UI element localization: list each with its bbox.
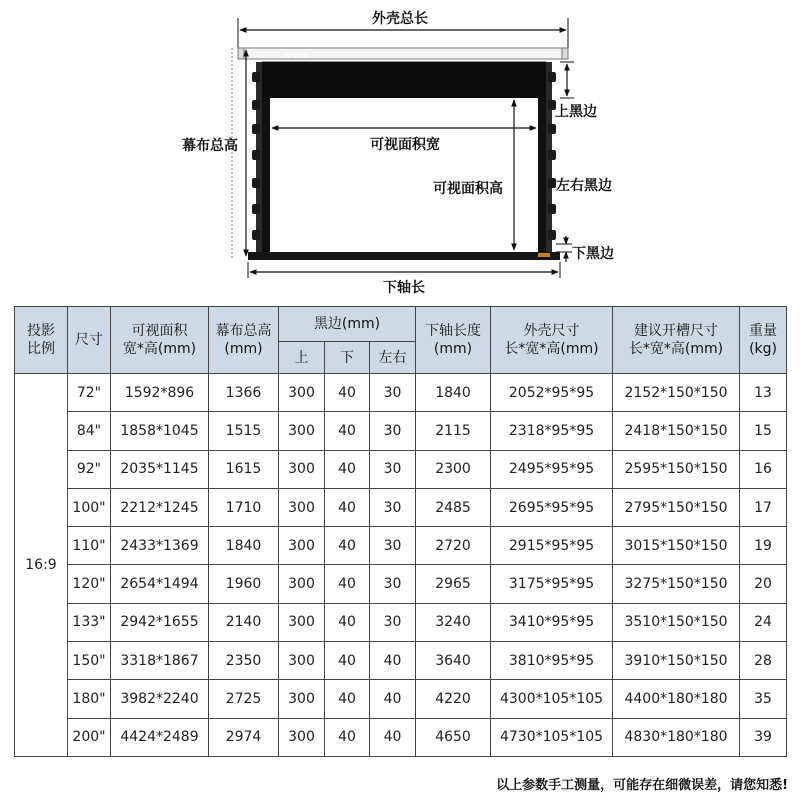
cell-top: 300 [279,603,325,641]
table-row [15,680,787,718]
cell-top: 300 [279,565,325,603]
cell-total-height: 1366 [209,374,279,412]
cell-size: 150" [68,642,111,680]
cell-bottom: 40 [325,603,370,641]
cell-size: 200" [68,718,111,756]
bottom-bar-length-label: 下轴长 [383,280,425,296]
ratio-cell: 16:9 [15,374,68,757]
cell-weight: 19 [740,527,787,565]
cell-total-height: 2140 [209,603,279,641]
header-border-side: 左右 [370,342,416,374]
cell-slot: 2795*150*150 [613,488,740,526]
cell-top: 300 [279,680,325,718]
cell-viewable: 3318*1867 [111,642,209,680]
header-ratio: 投影 比例 [15,307,68,374]
cell-top: 300 [279,527,325,565]
header-bottom-bar: 下轴长度 (mm) [416,307,491,374]
viewable-width-label: 可视面积宽 [370,137,440,153]
cell-housing: 2318*95*95 [491,412,613,450]
cell-bar: 2300 [416,450,491,488]
cell-bar: 4650 [416,718,491,756]
cell-bar: 4220 [416,680,491,718]
cell-weight: 28 [740,642,787,680]
cell-weight: 39 [740,718,787,756]
cell-housing: 4730*105*105 [491,718,613,756]
table-row [15,527,787,565]
cell-total-height: 2725 [209,680,279,718]
cell-viewable: 2654*1494 [111,565,209,603]
cell-size: 84" [68,412,111,450]
cell-bottom: 40 [325,527,370,565]
outer-total-length-label: 外壳总长 [372,11,428,27]
cell-weight: 16 [740,450,787,488]
cell-bar: 2965 [416,565,491,603]
cell-bottom: 40 [325,450,370,488]
cell-top: 300 [279,488,325,526]
cell-bottom: 40 [325,680,370,718]
cell-side: 30 [370,488,416,526]
cell-housing: 3810*95*95 [491,642,613,680]
cell-size: 110" [68,527,111,565]
cell-side: 30 [370,450,416,488]
cell-slot: 2418*150*150 [613,412,740,450]
cell-top: 300 [279,412,325,450]
cell-total-height: 1615 [209,450,279,488]
cell-total-height: 2350 [209,642,279,680]
table-row [15,565,787,603]
cell-side: 40 [370,680,416,718]
cell-bottom: 40 [325,718,370,756]
cell-housing: 2052*95*95 [491,374,613,412]
cell-housing: 2915*95*95 [491,527,613,565]
cell-total-height: 1515 [209,412,279,450]
cell-housing: 4300*105*105 [491,680,613,718]
header-size: 尺寸 [68,307,111,374]
cell-bottom: 40 [325,642,370,680]
cell-top: 300 [279,374,325,412]
cell-total-height: 2974 [209,718,279,756]
bottom-black-border-label: 下黑边 [572,246,614,262]
header-border-top: 上 [279,342,325,374]
cell-weight: 17 [740,488,787,526]
table-row [15,603,787,641]
header-black-border: 黑边(mm) [279,307,416,342]
cell-size: 180" [68,680,111,718]
cell-total-height: 1840 [209,527,279,565]
cell-slot: 3910*150*150 [613,642,740,680]
spec-table-body [15,374,787,757]
cell-total-height: 1960 [209,565,279,603]
cell-weight: 15 [740,412,787,450]
cell-housing: 3410*95*95 [491,603,613,641]
cell-slot: 2152*150*150 [613,374,740,412]
screen-diagram [0,0,800,300]
cell-size: 133" [68,603,111,641]
cell-slot: 4400*180*180 [613,680,740,718]
table-row [15,642,787,680]
right-black-border [538,98,546,252]
cell-housing: 2695*95*95 [491,488,613,526]
cell-size: 92" [68,450,111,488]
cell-viewable: 3982*2240 [111,680,209,718]
cell-viewable: 1592*896 [111,374,209,412]
cell-bar: 2115 [416,412,491,450]
table-row [15,450,787,488]
cell-side: 30 [370,412,416,450]
cell-side: 30 [370,565,416,603]
cell-total-height: 1710 [209,488,279,526]
cell-weight: 20 [740,565,787,603]
cell-viewable: 1858*1045 [111,412,209,450]
cell-bottom: 40 [325,488,370,526]
header-housing: 外壳尺寸 长*宽*高(mm) [491,307,613,374]
cell-housing: 2495*95*95 [491,450,613,488]
cell-viewable: 2433*1369 [111,527,209,565]
cell-slot: 4830*180*180 [613,718,740,756]
cell-side: 40 [370,642,416,680]
cell-bar: 2720 [416,527,491,565]
cell-housing: 3175*95*95 [491,565,613,603]
cell-viewable: 2035*1145 [111,450,209,488]
spec-table [14,306,787,757]
cell-top: 300 [279,450,325,488]
cell-side: 40 [370,718,416,756]
cell-bottom: 40 [325,412,370,450]
brand-mark: PPVUE [283,52,310,60]
cell-slot: 3510*150*150 [613,603,740,641]
cell-slot: 3015*150*150 [613,527,740,565]
cell-viewable: 4424*2489 [111,718,209,756]
viewable-height-label: 可视面积高 [433,181,503,197]
footnote: 以上参数手工测量，可能存在细微误差，请您知悉! [496,778,788,793]
cell-side: 30 [370,603,416,641]
cell-weight: 13 [740,374,787,412]
cell-weight: 35 [740,680,787,718]
top-black-border-label: 上黑边 [555,104,597,120]
cell-bar: 3240 [416,603,491,641]
cell-top: 300 [279,718,325,756]
cell-slot: 3275*150*150 [613,565,740,603]
cell-side: 30 [370,374,416,412]
side-black-border-label: 左右黑边 [556,178,612,194]
table-row [15,718,787,756]
cell-bar: 3640 [416,642,491,680]
cell-side: 30 [370,527,416,565]
header-slot: 建议开槽尺寸 长*宽*高(mm) [613,307,740,374]
header-border-bottom: 下 [325,342,370,374]
header-total-height: 幕布总高 (mm) [209,307,279,374]
cell-size: 120" [68,565,111,603]
cell-slot: 2595*150*150 [613,450,740,488]
left-black-border [262,98,270,252]
cell-viewable: 2942*1655 [111,603,209,641]
header-viewable-area: 可视面积 宽*高(mm) [111,307,209,374]
table-row [15,488,787,526]
bottom-bar [248,252,560,260]
cell-size: 100" [68,488,111,526]
screen-total-height-label: 幕布总高 [182,138,238,154]
cell-bottom: 40 [325,565,370,603]
cell-bar: 2485 [416,488,491,526]
table-row [15,374,787,412]
cell-viewable: 2212*1245 [111,488,209,526]
cell-bar: 1840 [416,374,491,412]
cell-top: 300 [279,642,325,680]
cell-size: 72" [68,374,111,412]
cell-bottom: 40 [325,374,370,412]
cell-weight: 24 [740,603,787,641]
top-black-border [262,62,546,98]
header-weight: 重量 (kg) [740,307,787,374]
table-row [15,412,787,450]
